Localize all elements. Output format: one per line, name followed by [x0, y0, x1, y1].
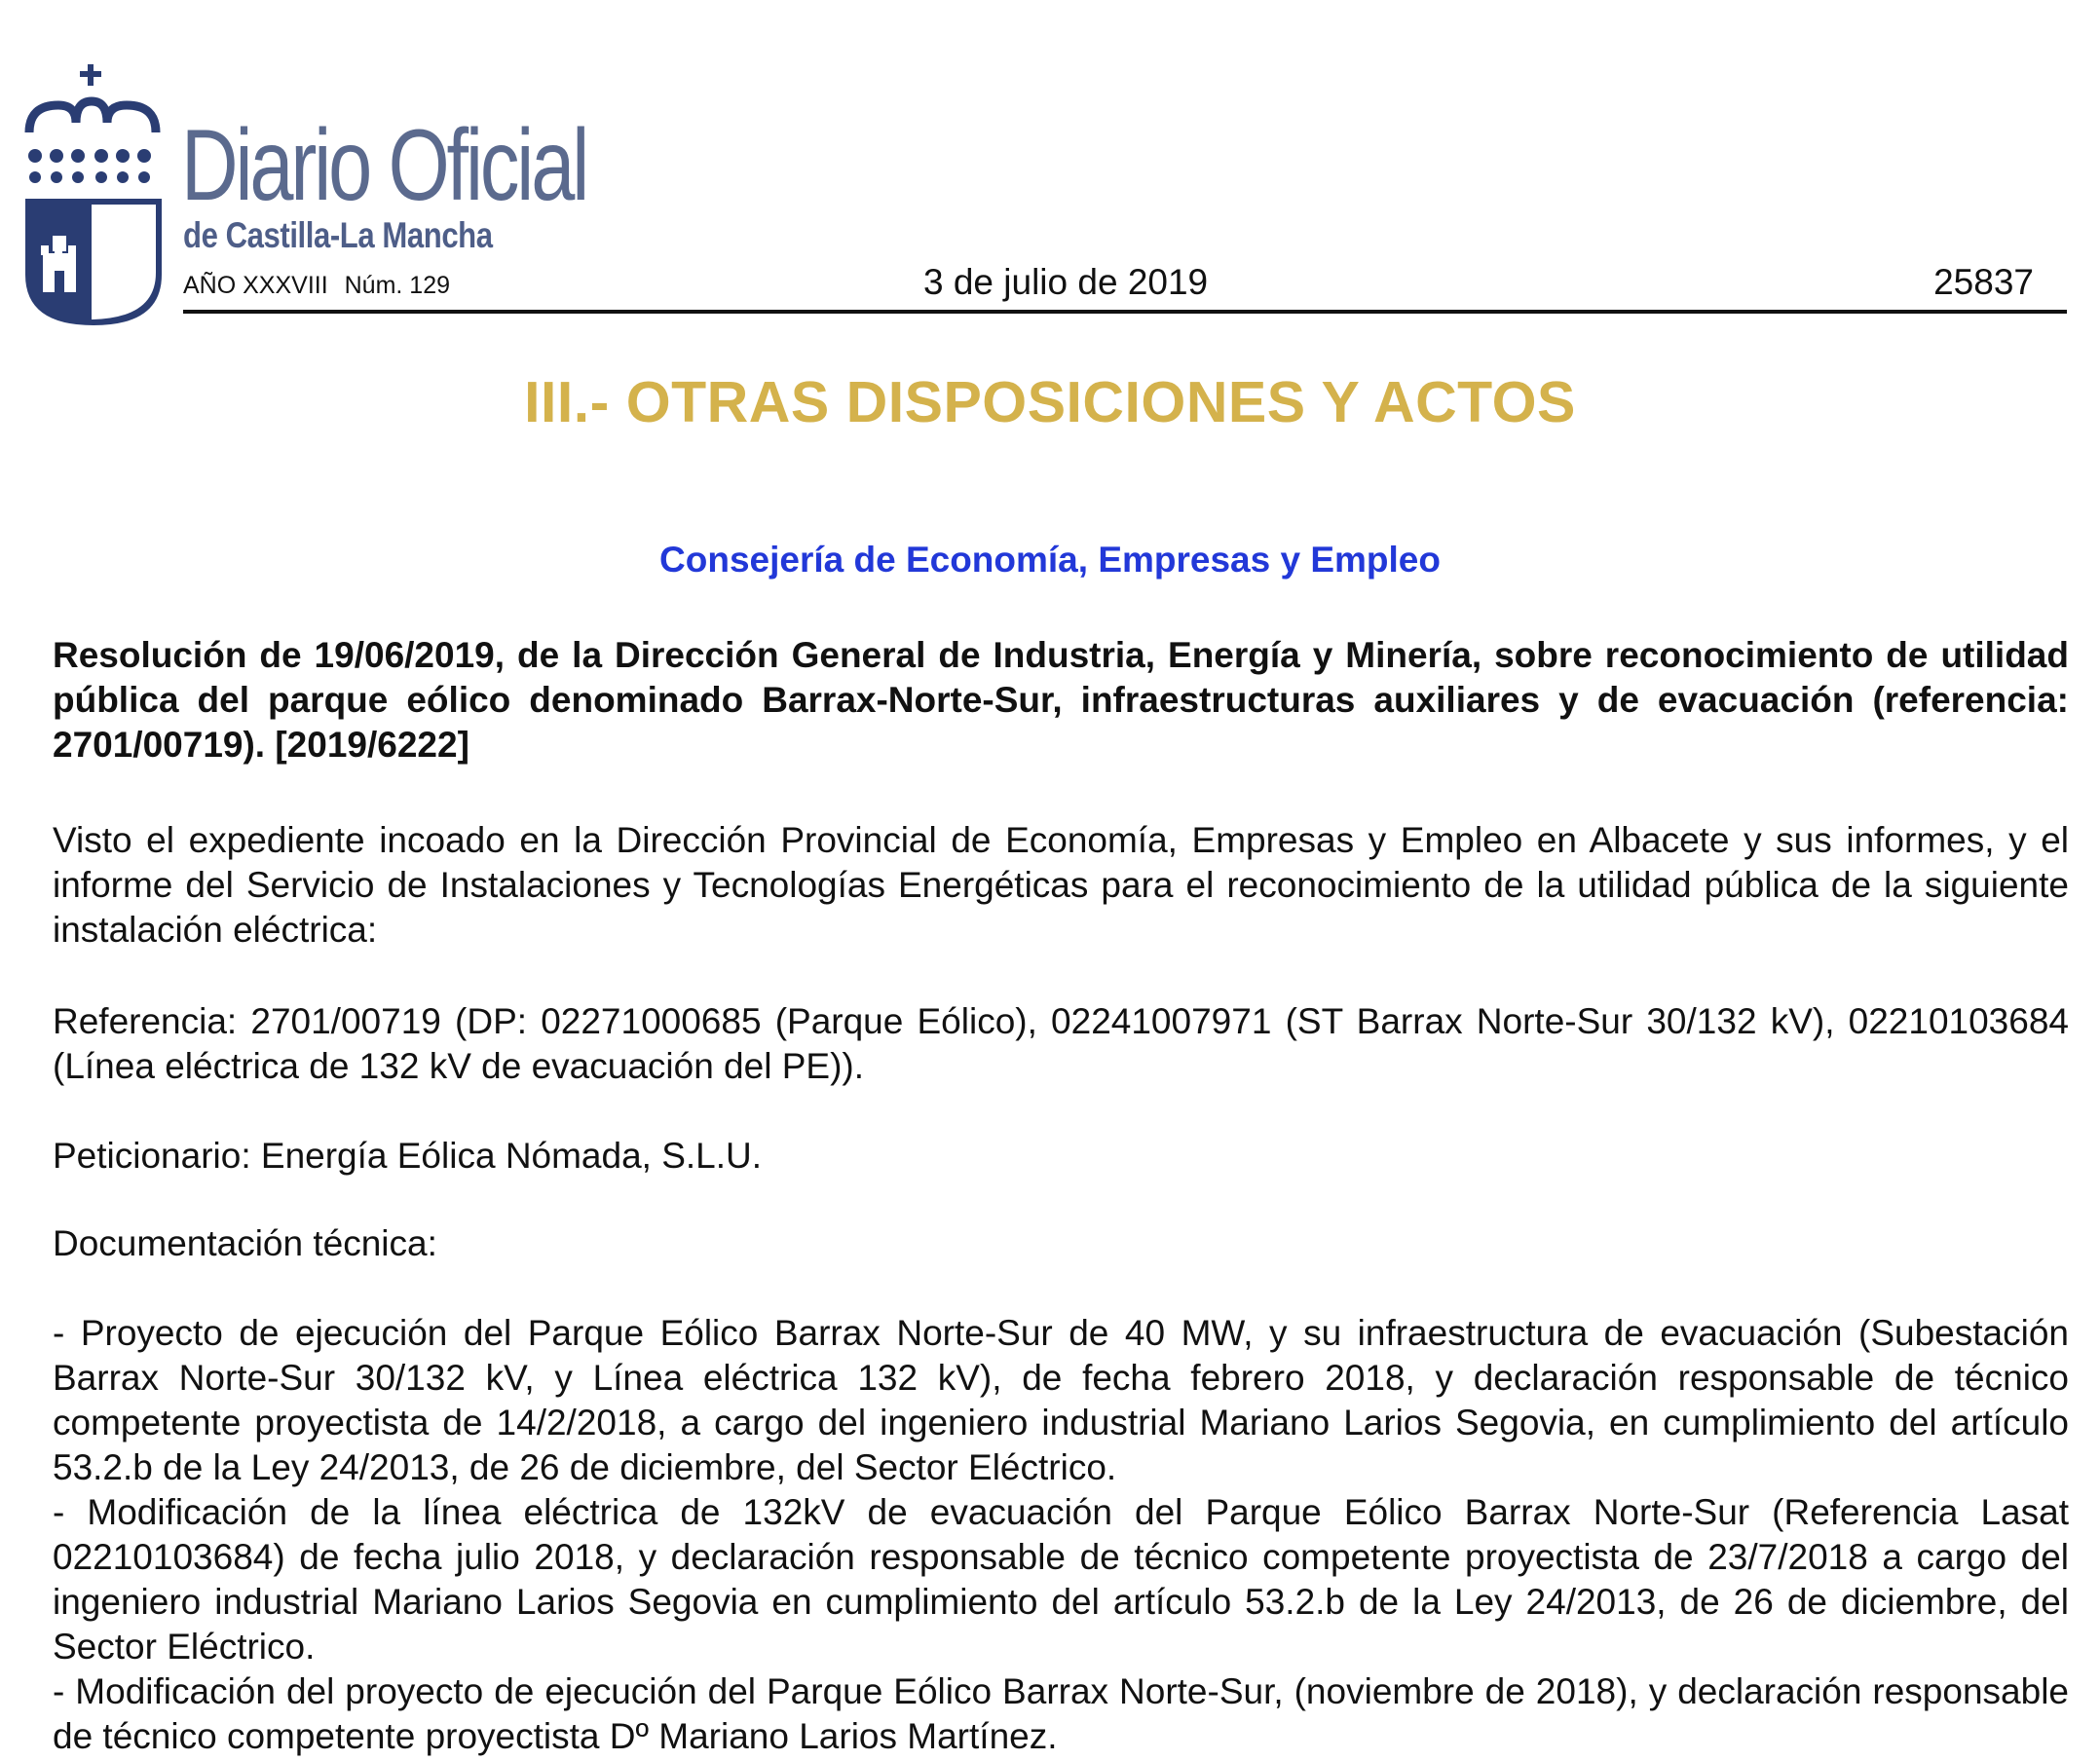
brand-subtitle: de Castilla-La Mancha — [183, 215, 493, 255]
issue-number: Núm. 129 — [344, 272, 451, 299]
publication-date: 3 de julio de 2019 — [923, 262, 1209, 302]
list-item: - Modificación del proyecto de ejecución del Parque Eólico Barrax Norte-Sur, (noviembre de 2018), y declaración responsable de técnico competente proyectista Dº Mariano Larios Martínez. — [53, 1671, 2069, 1756]
issue-year: AÑO XXXVIII — [183, 272, 328, 299]
issue-info — [183, 271, 460, 300]
resolution-title: Resolución de 19/06/2019, de la Dirección General de Industria, Energía y Minería, sobre reconocimiento de utilidad pública del parque eólico denominado Barrax-Norte-Sur, infraestructuras auxiliares y de evacuación (referencia: 2701/00719). [2019/6222] — [53, 635, 2069, 765]
paragraph-documentacion: Documentación técnica: — [53, 1223, 437, 1263]
section-title: III.- OTRAS DISPOSICIONES Y ACTOS — [524, 370, 1576, 434]
list-item: - Modificación de la línea eléctrica de 132kV de evacuación del Parque Eólico Barrax Norte-Sur (Referencia Lasat 02210103684) de fecha julio 2018, y declaración responsable de técnico competente proyectista de 23/7/2018 a cargo del ingeniero industrial Mariano Larios Segovia en cumplimiento del artículo 53.2.b de la Ley 24/2013, de 26 de diciembre, del Sector Eléctrico. — [53, 1492, 2069, 1667]
page-number: 25837 — [1933, 262, 2034, 302]
list-item: - Proyecto de ejecución del Parque Eólico Barrax Norte-Sur de 40 MW, y su infraestructura de evacuación (Subestación Barrax Norte-Sur 30/132 kV, y Línea eléctrica 132 kV), de fecha febrero 2018, y declaración responsable de técnico competente proyectista de 14/2/2018, a cargo del ingeniero industrial Mariano Larios Segovia, en cumplimiento del artículo 53.2.b de la Ley 24/2013, de 26 de diciembre, del Sector Eléctrico. — [53, 1313, 2069, 1487]
paragraph-visto: Visto el expediente incoado en la Dirección Provincial de Economía, Empresas y Empleo en Albacete y sus informes, y el informe del Servicio de Instalaciones y Tecnologías Energéticas para el reconocimiento de la utilidad pública de la siguiente instalación eléctrica: — [53, 820, 2069, 950]
paragraph-peticionario: Peticionario: Energía Eólica Nómada, S.L.U. — [53, 1136, 763, 1176]
coat-of-arms-logo — [21, 62, 168, 327]
ministry-heading: Consejería de Economía, Empresas y Empleo — [659, 540, 1441, 580]
paragraph-referencia: Referencia: 2701/00719 (DP: 02271000685 (Parque Eólico), 02241007971 (ST Barrax Norte-Sur 30/132 kV), 02210103684 (Línea eléctrica de 132 kV de evacuación del PE)). — [53, 1001, 2069, 1086]
documentation-list — [53, 1311, 2069, 1759]
brand-title: Diario Oficial — [181, 109, 587, 222]
header-divider — [183, 310, 2067, 314]
